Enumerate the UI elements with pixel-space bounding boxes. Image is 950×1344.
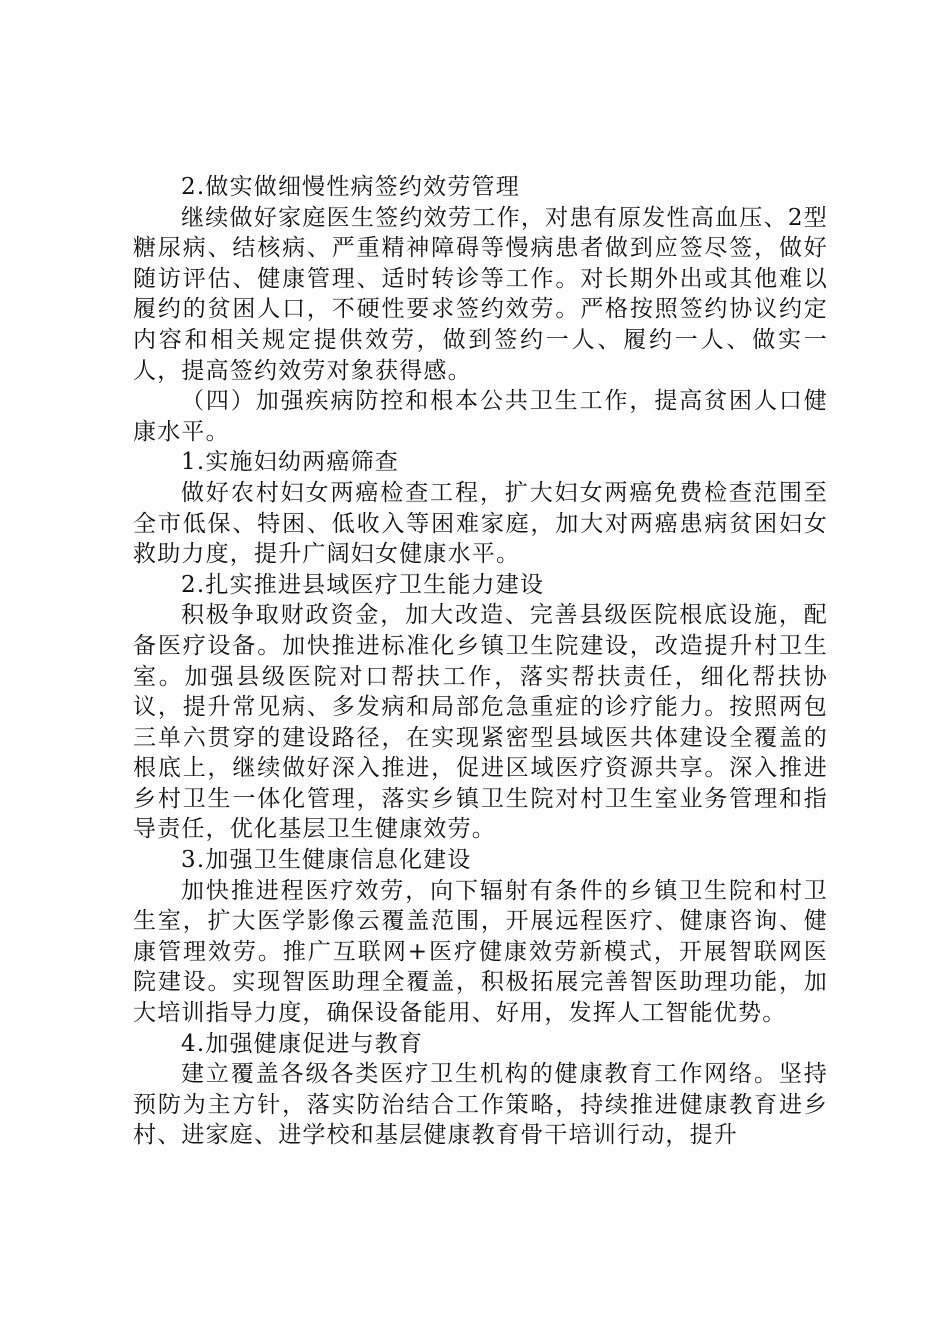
paragraph-cancer-screening: 做好农村妇女两癌检查工程，扩大妇女两癌免费检查范围至全市低保、特困、低收入等困难家庭，加大对两癌患病贫困妇女救助力度，提升广阔妇女健康水平。 <box>133 479 828 568</box>
subheading-cancer-screening: 1.实施妇幼两癌筛查 <box>181 449 399 476</box>
subheading-county-medical-capacity: 2.扎实推进县域医疗卫生能力建设 <box>181 571 545 598</box>
paragraph-family-doctor-contract: 继续做好家庭医生签约效劳工作，对患有原发性高血压、2型糖尿病、结核病、严重精神障碍等慢病患者做到应签尽签，做好随访评估、健康管理、适时转诊等工作。对长期外出或其他难以履约的贫困人口，不硬性要求签约效劳。严格按照签约协议约定内容和相关规定提供效劳，做到签约一人、履约一人、做实一人，提高签约效劳对象获得感。 <box>133 204 828 384</box>
subheading-health-informatization: 3.加强卫生健康信息化建设 <box>181 847 472 874</box>
section-heading-chronic-disease-contract: 2.做实做细慢性病签约效劳管理 <box>181 174 520 200</box>
paragraph-county-medical-capacity: 积极争取财政资金，加大改造、完善县级医院根底设施，配备医疗设备。加快推进标准化乡镇卫生院建设，改造提升村卫生室。加强县级医院对口帮扶工作，落实帮扶责任，细化帮扶协议，提升常见病、多发病和局部危急重症的诊疗能力。按照两包三单六贯穿的建设路径，在实现紧密型县域医共体建设全覆盖的根底上，继续做好深入推进，促进区域医疗资源共享。深入推进乡村卫生一体化管理，落实乡镇卫生院对村卫生室业务管理和指导责任，优化基层卫生健康效劳。 <box>133 602 828 843</box>
section-heading-disease-prevention: （四）加强疾病防控和根本公共卫生工作，提高贫困人口健康水平。 <box>133 388 828 445</box>
paragraph-health-education: 建立覆盖各级各类医疗卫生机构的健康教育工作网络。坚持预防为主方针，落实防治结合工作策略，持续推进健康教育进乡村、进家庭、进学校和基层健康教育骨干培训行动，提升 <box>133 1061 828 1149</box>
paragraph-health-informatization: 加快推进程医疗效劳，向下辐射有条件的乡镇卫生院和村卫生室，扩大医学影像云覆盖范围，开展远程医疗、健康咨询、健康管理效劳。推广互联网+医疗健康效劳新模式，开展智联网医院建设。实现智医助理全覆盖，积极拓展完善智医助理功能，加大培训指导力度，确保设备能用、好用，发挥人工智能优势。 <box>133 877 828 1027</box>
subheading-health-education: 4.加强健康促进与教育 <box>181 1030 424 1057</box>
document-page <box>133 172 828 1151</box>
